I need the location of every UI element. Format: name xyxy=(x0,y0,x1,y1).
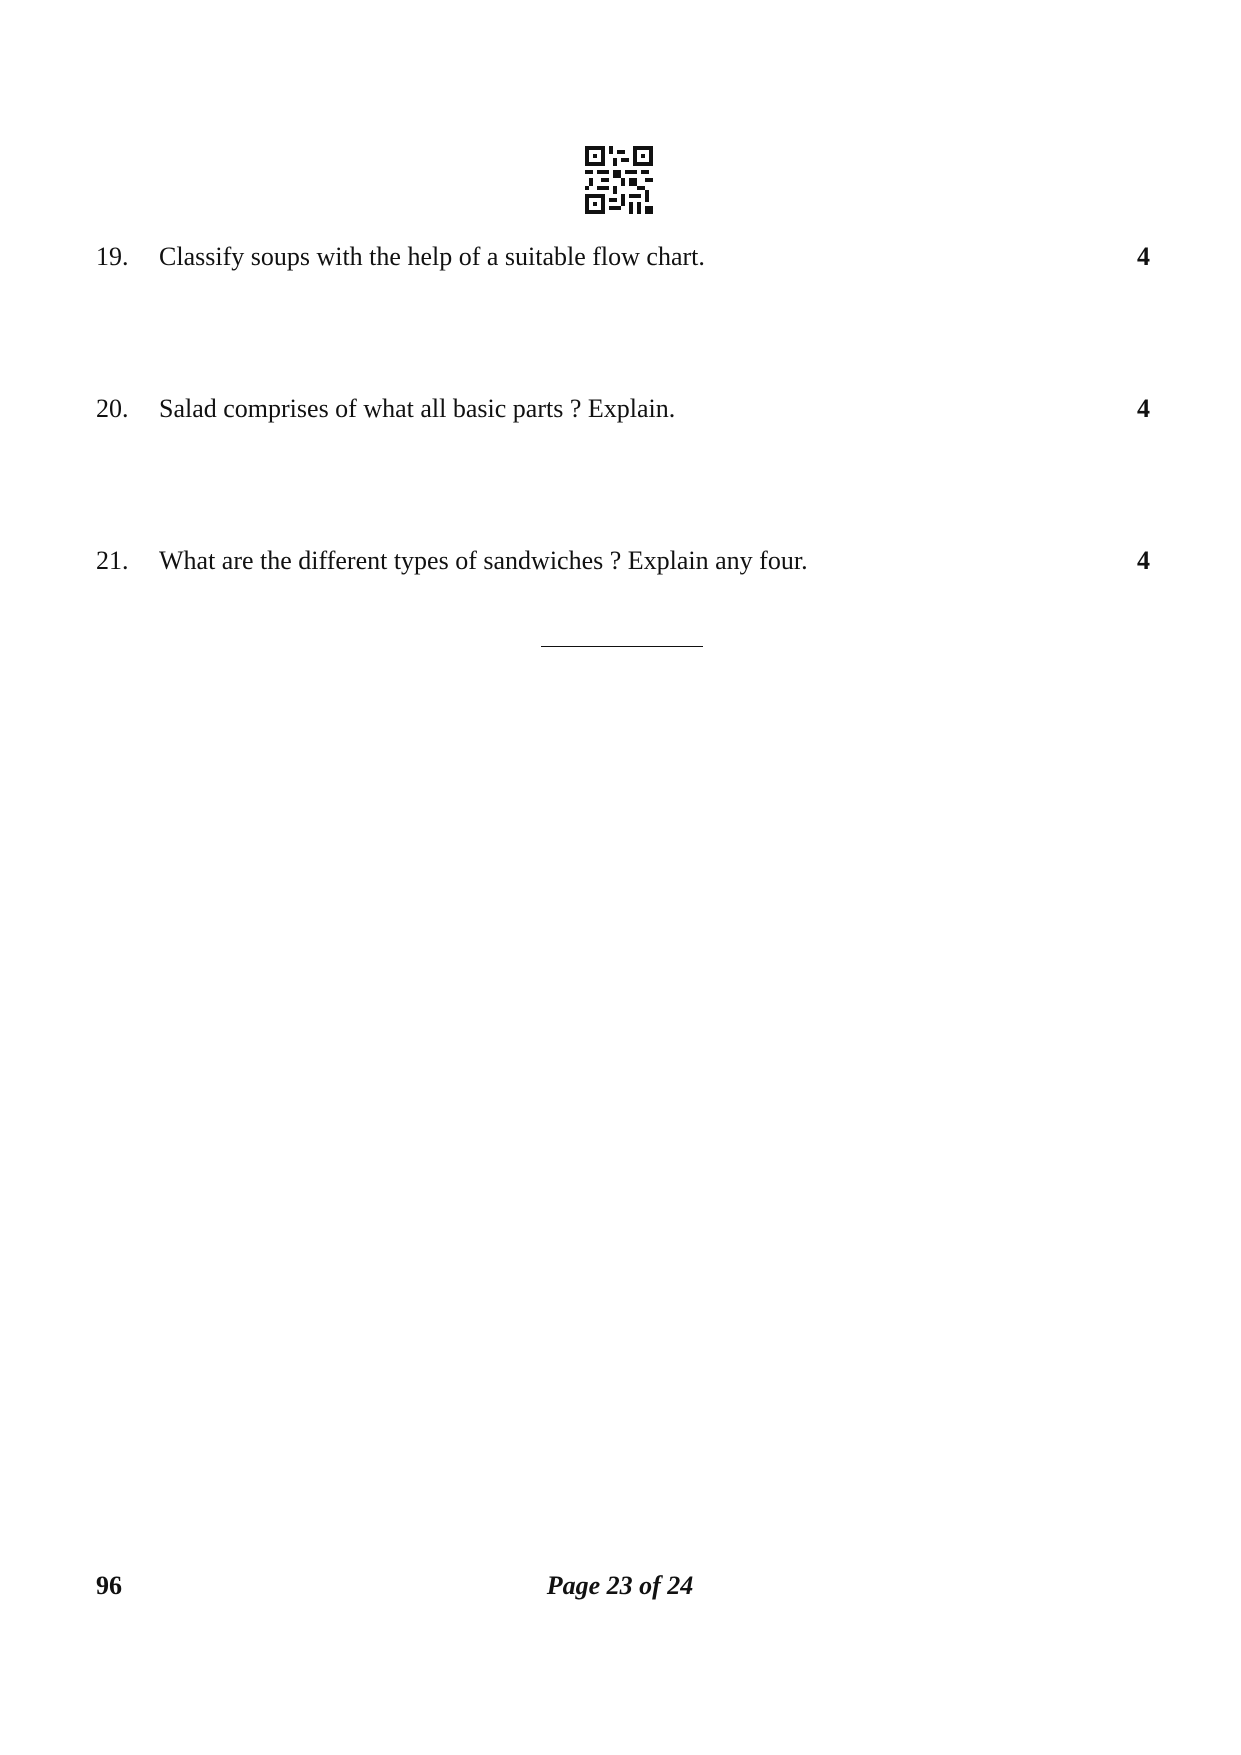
question-text: Classify soups with the help of a suitable flow chart. xyxy=(159,242,705,271)
question-text: Salad comprises of what all basic parts ? Explain. xyxy=(159,394,676,423)
question-number: 21. xyxy=(96,546,129,575)
qr-code-icon xyxy=(585,146,653,214)
question-20 xyxy=(96,389,1150,429)
question-marks: 4 xyxy=(1137,546,1150,575)
page-number: Page 23 of 24 xyxy=(546,1571,694,1600)
question-19 xyxy=(96,237,1150,277)
question-number: 20. xyxy=(96,394,129,423)
paper-code: 96 xyxy=(96,1571,122,1600)
end-of-paper-rule xyxy=(541,646,703,647)
question-number: 19. xyxy=(96,242,129,271)
question-text: What are the different types of sandwiches ? Explain any four. xyxy=(159,546,808,575)
question-marks: 4 xyxy=(1137,394,1150,423)
question-21 xyxy=(96,541,1150,581)
question-marks: 4 xyxy=(1137,242,1150,271)
